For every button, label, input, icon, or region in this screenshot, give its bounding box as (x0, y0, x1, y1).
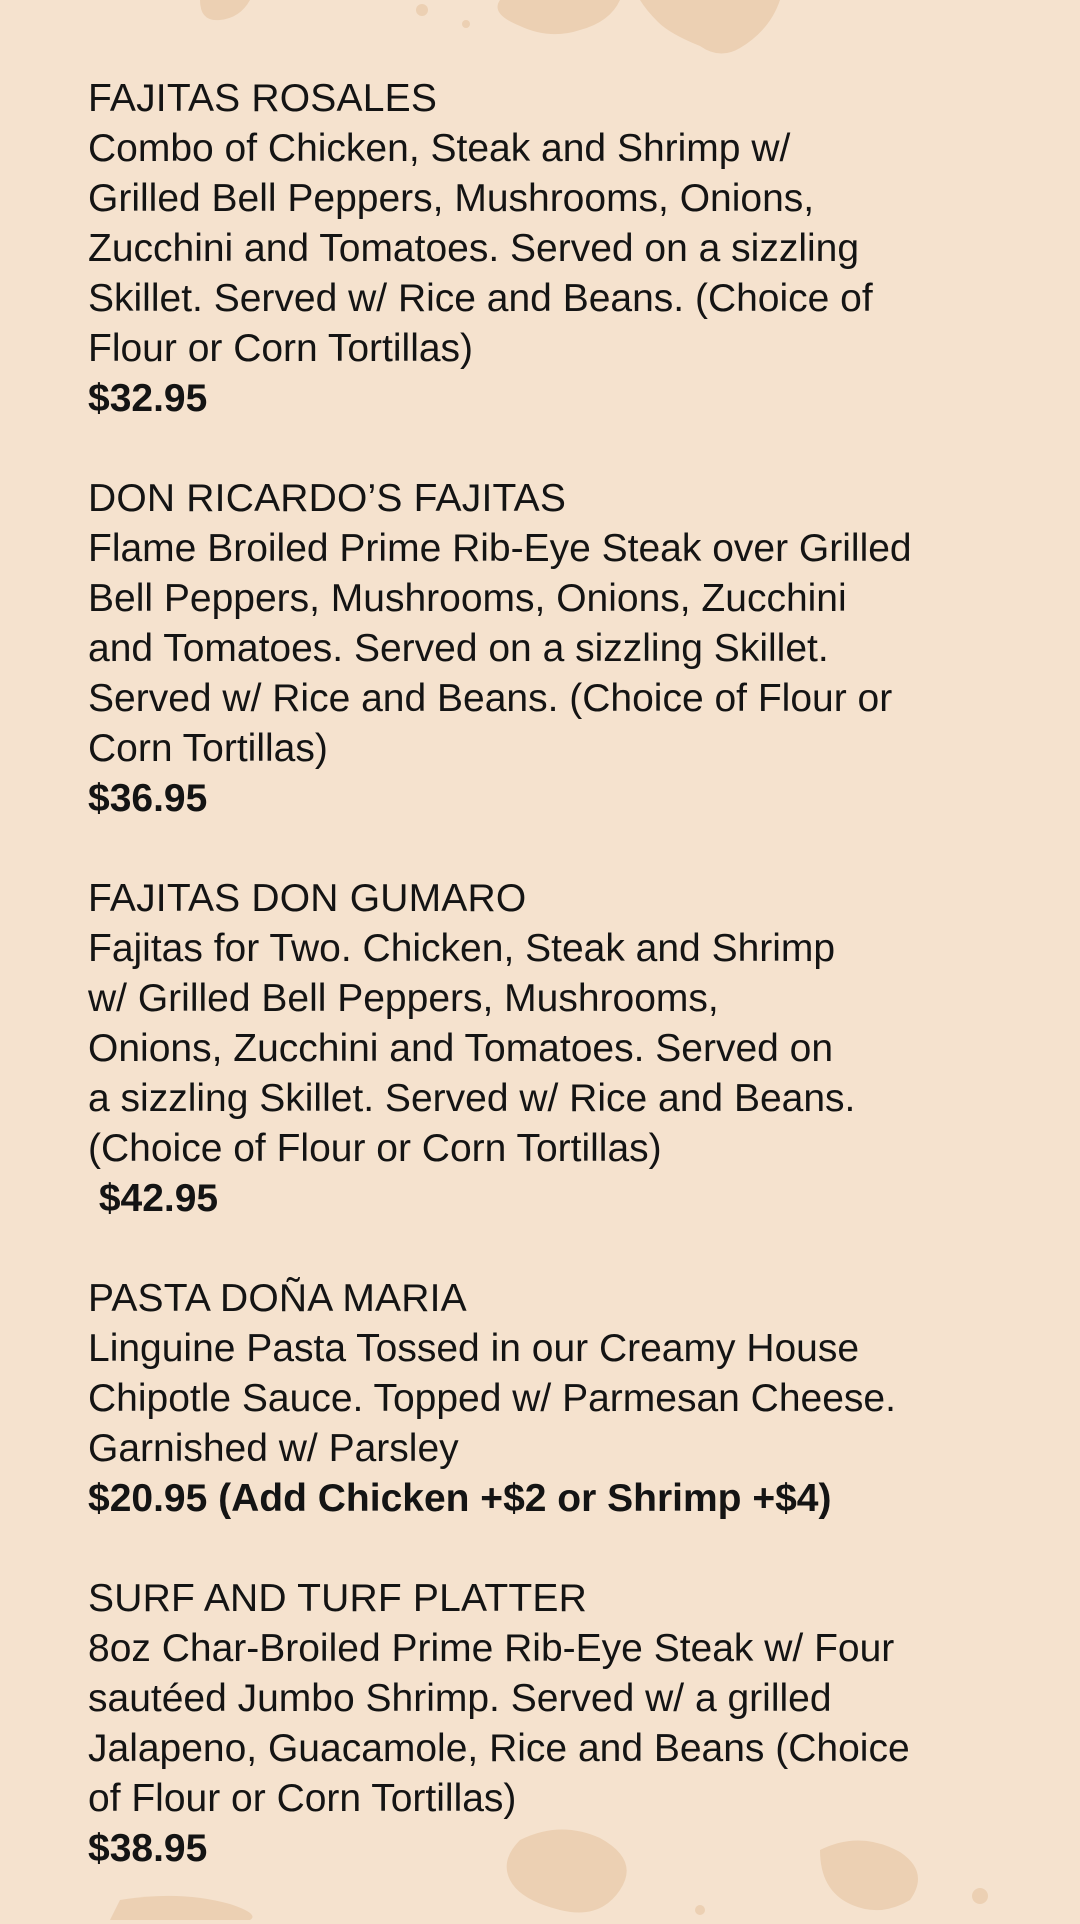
menu-item (88, 74, 1008, 424)
menu-item-name: SURF AND TURF PLATTER (88, 1577, 587, 1620)
menu-item-name: FAJITAS ROSALES (88, 77, 438, 120)
menu-item (88, 1574, 1008, 1874)
menu-item-price: $32.95 (88, 377, 208, 420)
background-texture-top (160, 0, 800, 80)
menu-item-name: FAJITAS DON GUMARO (88, 877, 527, 920)
menu-item-price: $42.95 (88, 1177, 219, 1220)
menu-item-description: Combo of Chicken, Steak and Shrimp w/ Grilled Bell Peppers, Mushrooms, Onions, Zucchini and Tomatoes. Served on a sizzling Skillet. Served w/ Rice and Beans. (Choice of Flour or Corn Tortillas) (88, 127, 873, 370)
menu-item-price: $36.95 (88, 777, 208, 820)
menu-item-price: $20.95 (Add Chicken +$2 or Shrimp +$4) (88, 1477, 832, 1520)
menu-list (88, 74, 1008, 1924)
menu-item (88, 474, 1008, 824)
menu-item (88, 874, 1008, 1224)
menu-item-description: 8oz Char-Broiled Prime Rib-Eye Steak w/ Four sautéed Jumbo Shrimp. Served w/ a grilled Jalapeno, Guacamole, Rice and Beans (Choice of Flour or Corn Tortillas) (88, 1627, 910, 1820)
menu-item-name: PASTA DOÑA MARIA (88, 1277, 467, 1320)
menu-item (88, 1274, 1008, 1524)
menu-item-price: $38.95 (88, 1827, 208, 1870)
menu-item-description: Fajitas for Two. Chicken, Steak and Shrimp w/ Grilled Bell Peppers, Mushrooms, Onions, Zucchini and Tomatoes. Served on a sizzling Skillet. Served w/ Rice and Beans. (Choice of Flour or Corn Tortillas) (88, 927, 856, 1170)
menu-item-description: Flame Broiled Prime Rib-Eye Steak over Grilled Bell Peppers, Mushrooms, Onions, Zucchini and Tomatoes. Served on a sizzling Skillet. Served w/ Rice and Beans. (Choice of Flour or Corn Tortillas) (88, 527, 912, 770)
menu-item-name: DON RICARDO’S FAJITAS (88, 477, 567, 520)
menu-item-description: Linguine Pasta Tossed in our Creamy House Chipotle Sauce. Topped w/ Parmesan Cheese. Garnished w/ Parsley (88, 1327, 896, 1470)
